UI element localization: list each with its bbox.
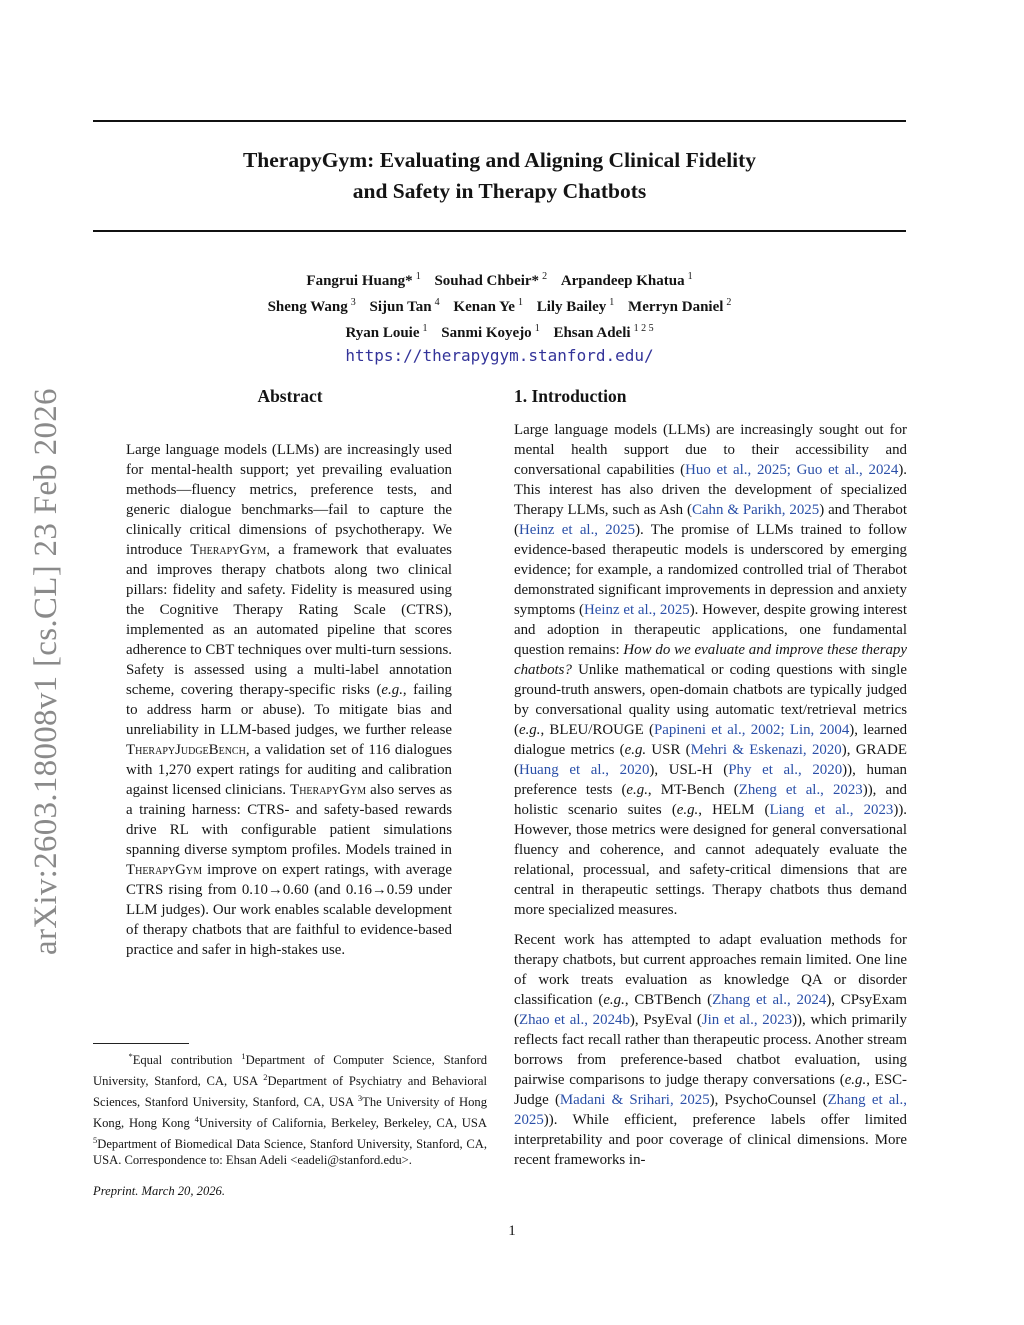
citation-link[interactable]: Zhang et al., 2024 — [712, 992, 827, 1008]
author-entry: Merryn Daniel $^2$ — [628, 297, 732, 315]
author-entry: Ryan Louie $^1$ — [345, 323, 428, 341]
right-column — [514, 384, 907, 1170]
author-entry: Ehsan Adeli $^{1 2 5}$ — [553, 323, 654, 341]
author-entry: Fangrui Huang* $^1$ — [306, 271, 421, 289]
project-url-link[interactable]: https://therapygym.stanford.edu/ — [345, 346, 654, 365]
title-line-2: and Safety in Therapy Chatbots — [352, 179, 647, 203]
intro-paragraph-1: Large language models (LLMs) are increasingly sought out for mental health support due to their accessibility and conversational capabilities (Huo et al., 2025; Guo et al., 2024). This interest has also driven the development of specialized Therapy LLMs, such as Ash (Cahn & Parikh, 2025) and Therabot (Heinz et al., 2025). The promise of LLMs trained to follow evidence-based therapeutic models is underscored by emerging evidence; for example, a randomized controlled trial of Therabot demonstrated significant improvements in depression and anxiety symptoms (Heinz et al., 2025). However, despite growing interest and adoption in therapeutic applications, one fundamental question remains: How do we evaluate and improve these therapy chatbots? Unlike mathematical or coding questions with single ground-truth answers, open-domain chatbots are typically judged by conversational quality using automatic text/retrieval metrics (e.g., BLEU/ROUGE (Papineni et al., 2002; Lin, 2004), learned dialogue metrics (e.g. USR (Mehri & Eskenazi, 2020), GRADE (Huang et al., 2020), USL-H (Phy et al., 2020)), human preference tests (e.g., MT-Bench (Zheng et al., 2023)), and holistic scenario suites (e.g., HELM (Liang et al., 2023)). However, those metrics were designed for general conversational fluency and coherence, and cannot adequately evaluate the relational, processual, and safety-critical dimensions that are central in therapeutic settings. Therapy chatbots thus demand more specialized measures. — [514, 422, 908, 918]
framework-name: TherapyGym — [290, 782, 367, 798]
citation-link[interactable]: Zheng et al., 2023 — [738, 782, 863, 798]
citation-link[interactable]: Madani & Srihari, 2025 — [559, 1092, 710, 1108]
author-line-3 — [93, 318, 906, 344]
introduction-body — [514, 420, 907, 1170]
footnote-rule — [93, 1043, 189, 1044]
intro-paragraph-2: Recent work has attempted to adapt evaluation methods for therapy chatbots, but current approaches remain limited. One line of work treats evaluation as knowledge QA or disorder classification (e.g., CBTBench (Zhang et al., 2024), CPsyExam (Zhao et al., 2024b), PsyEval (Jin et al., 2023)), which primarily reflects fact recall rather than therapeutic process. Another stream borrows from preference-based chatbot evaluation, using pairwise comparisons to judge therapy conversations (e.g., ESC-Judge (Madani & Srihari, 2025), PsychoCounsel (Zhang et al., 2025)). While efficient, preference labels offer limited interpretability and poor coverage of clinical dimensions. More recent frameworks in- — [514, 932, 907, 1168]
citation-link[interactable]: Liang et al., 2023 — [769, 802, 894, 818]
paper-title — [93, 145, 906, 207]
title-line-1: TherapyGym: Evaluating and Aligning Clinical Fidelity — [242, 148, 757, 172]
abstract-paragraph: Large language models (LLMs) are increasingly used for mental-health support; yet prevailing evaluation methods—fluency metrics, preference tests, and generic dialogue benchmarks—fail to capture the clinically critical dimensions of psychotherapy. We introduce TherapyGym, a framework that evaluates and improves therapy chatbots along two clinical pillars: fidelity and safety. Fidelity is measured using the Cognitive Therapy Rating Scale (CTRS), implemented as an automated pipeline that scores adherence to CBT techniques over multi-turn sessions. Safety is assessed using a multi-label annotation scheme, covering therapy-specific risks (e.g., failing to address harm or abuse). To mitigate bias and unreliability in LLM-based judges, we further release TherapyJudgeBench, a validation set of 116 dialogues with 1,270 expert ratings for auditing and calibration against licensed clinicians. TherapyGym also serves as a training harness: CTRS- and safety-based rewards drive RL with configurable patient simulations spanning diverse symptom profiles. Models trained in TherapyGym improve on expert ratings, with average CTRS rising from 0.10→0.60 (and 0.16→0.59 under LLM judges). Our work enables scalable development of therapy chatbots that are faithful to evidence-based practice and safer in high-stakes use. — [126, 442, 453, 958]
citation-link[interactable]: Huang et al., 2020 — [518, 762, 650, 778]
citation-link[interactable]: Mehri & Eskenazi, 2020 — [690, 742, 842, 758]
title-top-rule — [93, 120, 906, 122]
page-number: 1 — [508, 1223, 516, 1239]
citation-link[interactable]: Heinz et al., 2025 — [518, 522, 636, 538]
citation-link[interactable]: Papineni et al., 2002; Lin, 2004 — [653, 722, 850, 738]
author-entry: Souhad Chbeir* $^2$ — [434, 271, 548, 289]
citation-link[interactable]: Phy et al., 2020 — [728, 762, 843, 778]
abstract-heading: Abstract — [257, 386, 323, 406]
author-entry: Arpandeep Khatua $^1$ — [560, 271, 693, 289]
preprint-notice: Preprint. March 20, 2026. — [93, 1184, 225, 1198]
affiliations-footnote: *Equal contribution $^1$Department of Computer Science, Stanford University, Stanford, CA, USA $^2$Department of Psychiatry and Behavioral Sciences, Stanford University, Stanford, CA, USA $^3$The University of Hong Kong, Hong Kong $^4$University of California, Berkeley, Berkeley, CA, USA $^5$Department of Biomedical Data Science, Stanford University, Stanford, CA, USA. Correspondence to: Ehsan Adeli <eadeli@stanford.edu>. — [93, 1051, 488, 1168]
framework-name: TherapyGym — [126, 862, 202, 878]
author-entry: Sanmi Koyejo $^1$ — [441, 323, 540, 341]
author-list — [93, 266, 906, 366]
citation-link[interactable]: Huo et al., 2025; Guo et al., 2024 — [685, 462, 899, 478]
introduction-heading: 1. Introduction — [514, 386, 627, 406]
author-entry: Sijun Tan $^4$ — [369, 297, 440, 315]
citation-link[interactable]: Zhang et al., 2025 — [514, 1092, 907, 1128]
title-bottom-rule — [93, 230, 906, 232]
research-question: How do we evaluate and improve these therapy chatbots? — [514, 642, 907, 678]
citation-link[interactable]: Cahn & Parikh, 2025 — [692, 502, 820, 518]
citation-link[interactable]: Heinz et al., 2025 — [584, 602, 690, 618]
left-column — [93, 384, 487, 960]
citation-link[interactable]: Jin et al., 2023 — [701, 1012, 793, 1028]
abstract-body — [126, 440, 452, 960]
author-entry: Kenan Ye $^1$ — [453, 297, 523, 315]
arxiv-identifier-stamp: arXiv:2603.18008v1 [cs.CL] 23 Feb 2026 — [28, 388, 64, 955]
framework-name: TherapyGym — [190, 542, 267, 558]
author-line-1 — [93, 266, 906, 292]
author-line-2 — [93, 292, 906, 318]
citation-link[interactable]: Zhao et al., 2024b — [518, 1012, 630, 1028]
author-entry: Lily Bailey $^1$ — [536, 297, 615, 315]
benchmark-name: TherapyJudgeBench — [126, 742, 246, 758]
author-entry: Sheng Wang $^3$ — [267, 297, 356, 315]
